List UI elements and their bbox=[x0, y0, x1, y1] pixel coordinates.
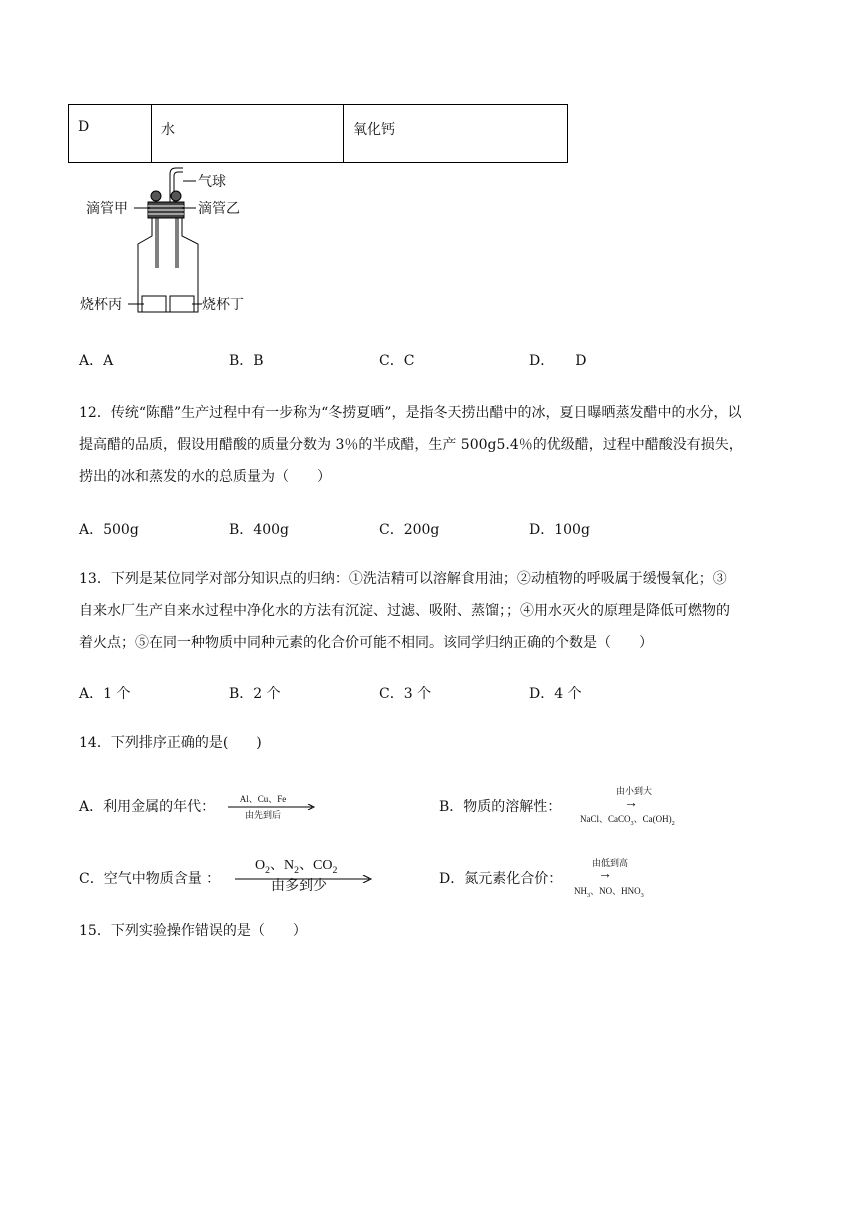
arrow-right-icon: → bbox=[598, 867, 612, 882]
q14-b-bottom: NaCl、CaCO$_3$、$Ca(OH)_2$ bbox=[580, 814, 675, 827]
q13-option-b: B．2 个 bbox=[229, 686, 281, 702]
q12-line-3: 捞出的冰和蒸发的水的总质量为（ ） bbox=[79, 469, 331, 485]
table-row bbox=[69, 105, 568, 163]
beaker-d bbox=[170, 296, 194, 312]
dropper-b-bulb bbox=[171, 191, 181, 201]
q14-b-top: 由小到大 bbox=[616, 786, 653, 796]
q11-option-d: D． D bbox=[529, 353, 587, 369]
label-beaker-d: 烧杯丁 bbox=[202, 297, 244, 313]
q12-option-b: B．400g bbox=[229, 522, 289, 538]
q14-option-a-arrow bbox=[228, 794, 316, 820]
q14-a-bottom: 由先到后 bbox=[244, 810, 281, 820]
beaker-c bbox=[142, 296, 166, 312]
q11-option-a: A．A bbox=[79, 353, 114, 369]
q14-d-bottom: $NH_3$、NO、$HNO_3$ bbox=[574, 886, 644, 899]
q14-stem: 14．下列排序正确的是( ) bbox=[79, 735, 262, 751]
q12-option-c: C．200g bbox=[379, 522, 440, 538]
dropper-a-bulb bbox=[151, 191, 161, 201]
label-balloon: 气球 bbox=[198, 174, 226, 190]
q14-d-top: 由低到高 bbox=[592, 858, 629, 868]
q12-option-d: D．100g bbox=[529, 522, 590, 538]
q14-option-c-label: C．空气中物质含量 ： bbox=[79, 871, 221, 887]
q11-option-b: B．B bbox=[229, 353, 264, 369]
options-table bbox=[68, 104, 568, 163]
q14-c-top: $O_2$、$N_2$、$CO_2$ bbox=[255, 858, 338, 876]
q13-line-2: 自来水厂生产自来水过程中净化水的方法有沉淀、过滤、吸附、蒸馏；；④用水灭火的原理是降低可燃物的 bbox=[79, 603, 730, 619]
q12-line-2: 提高醋的品质，假设用醋酸的质量分数为 3％的半成醋，生产 500g5.4％的优级醋，过程中醋酸没有损失， bbox=[79, 437, 743, 453]
label-beaker-c: 烧杯丙 bbox=[80, 297, 122, 313]
arrow-right-icon: → bbox=[624, 796, 638, 811]
q14-a-top: Al、Cu、Fe bbox=[239, 794, 287, 804]
q13-line-1: 13．下列是某位同学对部分知识点的归纳：①洗洁精可以溶解食用油；②动植物的呼吸属于缓慢氧化；③ bbox=[79, 571, 727, 587]
q13-option-a: A．1 个 bbox=[79, 686, 131, 702]
label-dropper-b: 滴管乙 bbox=[198, 201, 240, 217]
question-12 bbox=[79, 397, 799, 493]
table-cell-reagent: 水 bbox=[152, 105, 344, 163]
table-cell-letter: D bbox=[69, 105, 152, 163]
q11-option-c: C．C bbox=[379, 353, 415, 369]
q13-option-d: D．4 个 bbox=[529, 686, 582, 702]
q14-option-b-label: B．物质的溶解性： bbox=[439, 799, 562, 815]
q13-option-c: C．3 个 bbox=[379, 686, 432, 702]
q12-option-a: A．500g bbox=[79, 522, 139, 538]
table-cell-substance: 氧化钙 bbox=[344, 105, 568, 163]
q14-option-a-label: A．利用金属的年代： bbox=[79, 799, 216, 815]
q15-stem: 15．下列实验操作错误的是（ ） bbox=[79, 923, 307, 939]
q12-line-1: 12．传统“陈醋”生产过程中有一步称为“冬捞夏晒”，是指冬天捞出醋中的冰，夏日曝晒蒸发醋中的水分，以 bbox=[79, 405, 742, 421]
q14-c-bottom: 由多到少 bbox=[271, 879, 327, 894]
label-dropper-a: 滴管甲 bbox=[86, 201, 128, 217]
q14-option-d-label: D．氮元素化合价： bbox=[439, 871, 563, 887]
question-13 bbox=[79, 563, 799, 659]
q13-line-3: 着火点；⑤在同一种物质中同种元素的化合价可能不相同。该同学归纳正确的个数是（ ） bbox=[79, 635, 653, 651]
bottle bbox=[138, 218, 198, 312]
